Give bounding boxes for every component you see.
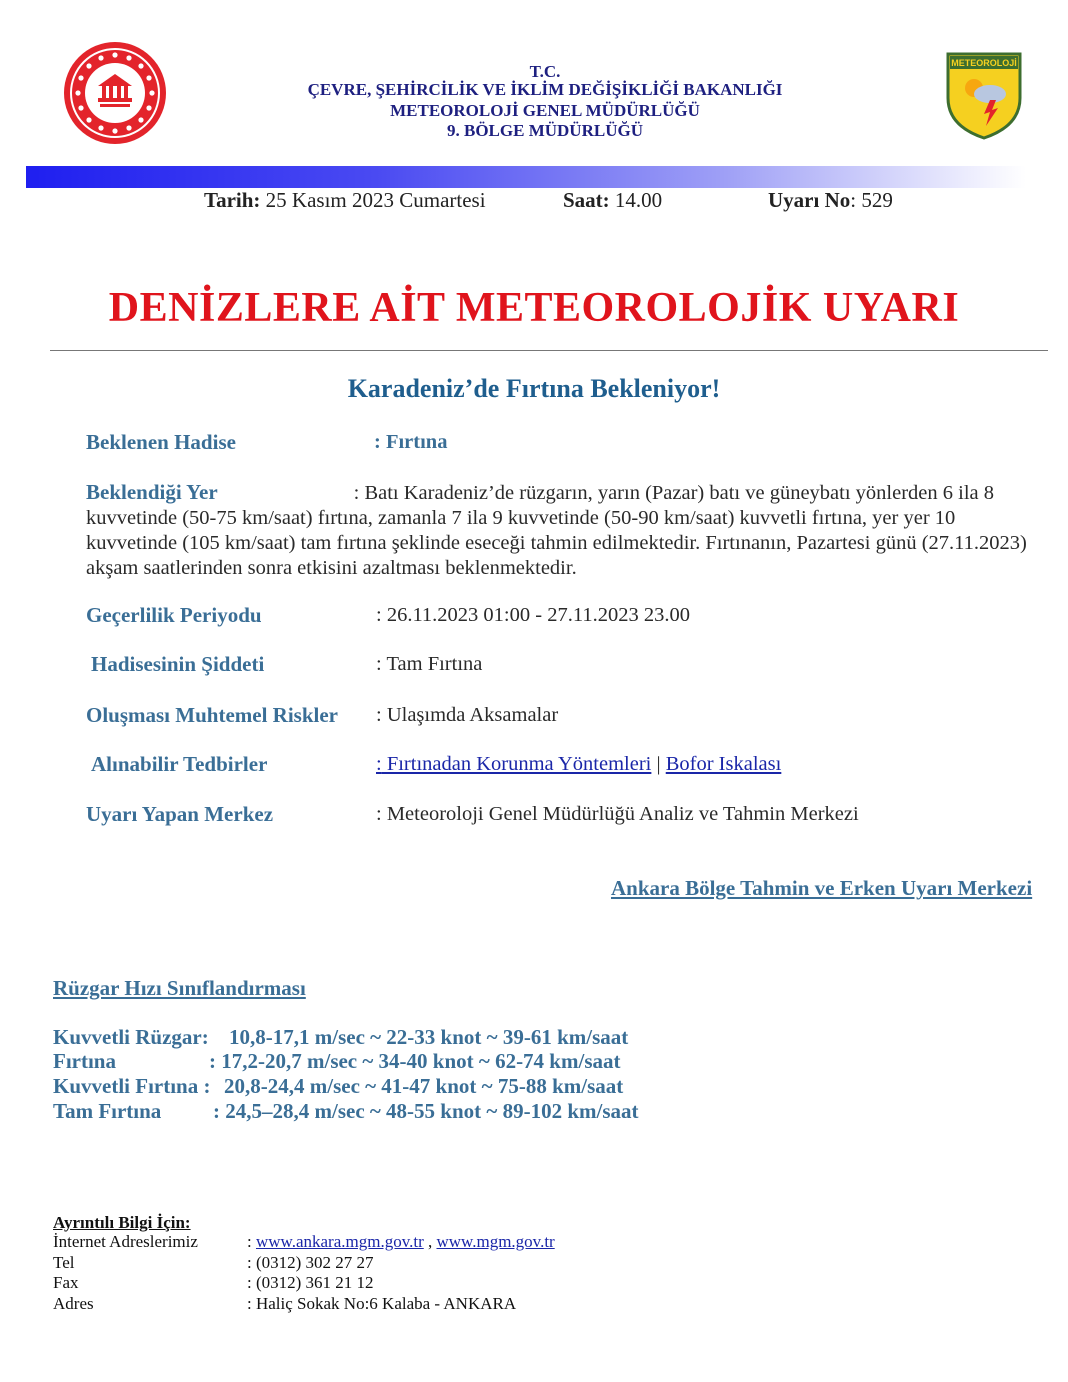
wind-class-value: : 17,2-20,7 m/sec ~ 34-40 knot ~ 62-74 km/saat [209, 1049, 621, 1073]
severity-value: : Tam Fırtına [376, 653, 483, 675]
wind-class-value: 10,8-17,1 m/sec ~ 22-33 knot ~ 39-61 km/saat [229, 1025, 629, 1049]
expected-location-block [86, 480, 1046, 581]
wind-class-value: : 24,5–28,4 m/sec ~ 48-55 knot ~ 89-102 km/saat [213, 1099, 639, 1123]
expected-location-label: Beklendiği Yer [86, 480, 218, 504]
date-label: Tarih: [204, 188, 261, 212]
warning-number-label: Uyarı No [768, 188, 851, 212]
header-ministry: ÇEVRE, ŞEHİRCİLİK VE İKLİM DEĞİŞİKLİĞİ BAKANLIĞI [307, 80, 783, 99]
wind-class-name: Fırtına [53, 1049, 116, 1073]
wind-class-name: Kuvvetli Rüzgar: [53, 1025, 209, 1049]
validity-period-value: : 26.11.2023 01:00 - 27.11.2023 23.00 [376, 604, 690, 626]
date-field [204, 188, 486, 213]
issuing-center-label: Uyarı Yapan Merkez [86, 802, 274, 826]
internet-label: İnternet Adreslerimiz [53, 1232, 198, 1251]
ankara-mgm-link[interactable]: www.ankara.mgm.gov.tr [255, 1232, 424, 1251]
fax-label: Fax [53, 1273, 79, 1292]
wind-class-name: Kuvvetli Fırtına : [53, 1074, 211, 1098]
expected-location-value: : Batı Karadeniz’de rüzgarın, yarın (Pazar) batı ve güneybatı yönlerden 6 ila 8 kuvvetinde (50-75 km/saat) fırtına, zamanla 7 ila 9 kuvvetinde (50-90 km/saat) kuvvetli fırtına, yer yer 10 kuvvetinde (105 km/saat) tam fırtına şeklinde eseceği tahmin edilmektedir. Fırtınanın, Pazartesi günü (27.11.2023) akşam saatlerinden sonra etkisini azaltması beklenmektedir. [86, 482, 1027, 579]
measures-label: Alınabilir Tedbirler [91, 752, 268, 776]
wind-class-row [53, 1074, 210, 1099]
time-field [563, 188, 662, 213]
severity-label: Hadisesinin Şiddeti [91, 652, 265, 676]
issuing-center-value: : Meteoroloji Genel Müdürlüğü Analiz ve Tahmin Merkezi [376, 803, 859, 825]
wind-class-value: 20,8-24,4 m/sec ~ 41-47 knot ~ 75-88 km/saat [224, 1074, 624, 1098]
header-tc: T.C. [529, 62, 561, 81]
mgm-link[interactable]: www.mgm.gov.tr [436, 1232, 555, 1251]
warning-number-value: : 529 [850, 188, 893, 212]
wind-class-name: Tam Fırtına [53, 1099, 162, 1123]
risks-value: : Ulaşımda Aksamalar [376, 704, 559, 726]
wind-class-row [53, 1049, 116, 1074]
warning-number-field [768, 188, 893, 213]
footer-heading: Ayrıntılı Bilgi İçin: [53, 1213, 191, 1232]
tel-value: : (0312) 302 27 27 [247, 1253, 374, 1272]
ministry-seal-logo [62, 40, 168, 146]
regional-center-link[interactable]: Ankara Bölge Tahmin ve Erken Uyarı Merkezi [611, 876, 1033, 900]
measures-value [376, 753, 781, 776]
tel-label: Tel [53, 1253, 75, 1272]
header-gradient-bar [26, 166, 1026, 188]
wind-class-row [53, 1025, 209, 1050]
internet-value [247, 1231, 555, 1252]
fax-value: : (0312) 361 21 12 [247, 1273, 374, 1292]
validity-period-label: Geçerlilik Periyodu [86, 603, 262, 627]
risks-label: Oluşması Muhtemel Riskler [86, 703, 338, 727]
measures-separator: | [656, 753, 661, 775]
wind-class-row [53, 1099, 161, 1124]
address-label: Adres [53, 1294, 94, 1313]
title-divider [50, 350, 1048, 351]
address-value: : Haliç Sokak No:6 Kalaba - ANKARA [247, 1294, 517, 1313]
meteorology-shield-logo [946, 52, 1022, 140]
expected-event-label: Beklenen Hadise [86, 430, 236, 454]
page-title: DENİZLERE AİT METEOROLOJİK UYARI [108, 285, 960, 331]
logo-wordmark: METEOROLOJİ [951, 58, 1017, 68]
time-label: Saat: [563, 188, 610, 212]
header-directorate: METEOROLOJİ GENEL MÜDÜRLÜĞÜ [390, 101, 700, 120]
date-value: 25 Kasım 2023 Cumartesi [265, 188, 486, 212]
measures-colon: : [376, 753, 382, 775]
warning-subtitle: Karadeniz’de Fırtına Bekleniyor! [347, 374, 721, 403]
expected-event-value: : Fırtına [374, 431, 448, 453]
wind-classification-heading: Rüzgar Hızı Sınıflandırması [53, 976, 306, 1000]
internet-colon: : [247, 1232, 252, 1251]
header-region: 9. BÖLGE MÜDÜRLÜĞÜ [447, 121, 643, 140]
internet-separator: , [428, 1232, 433, 1251]
time-value: 14.00 [614, 188, 663, 212]
storm-protection-link[interactable]: Fırtınadan Korunma Yöntemleri [381, 753, 652, 775]
beaufort-scale-link[interactable]: Bofor Iskalası [665, 753, 782, 775]
